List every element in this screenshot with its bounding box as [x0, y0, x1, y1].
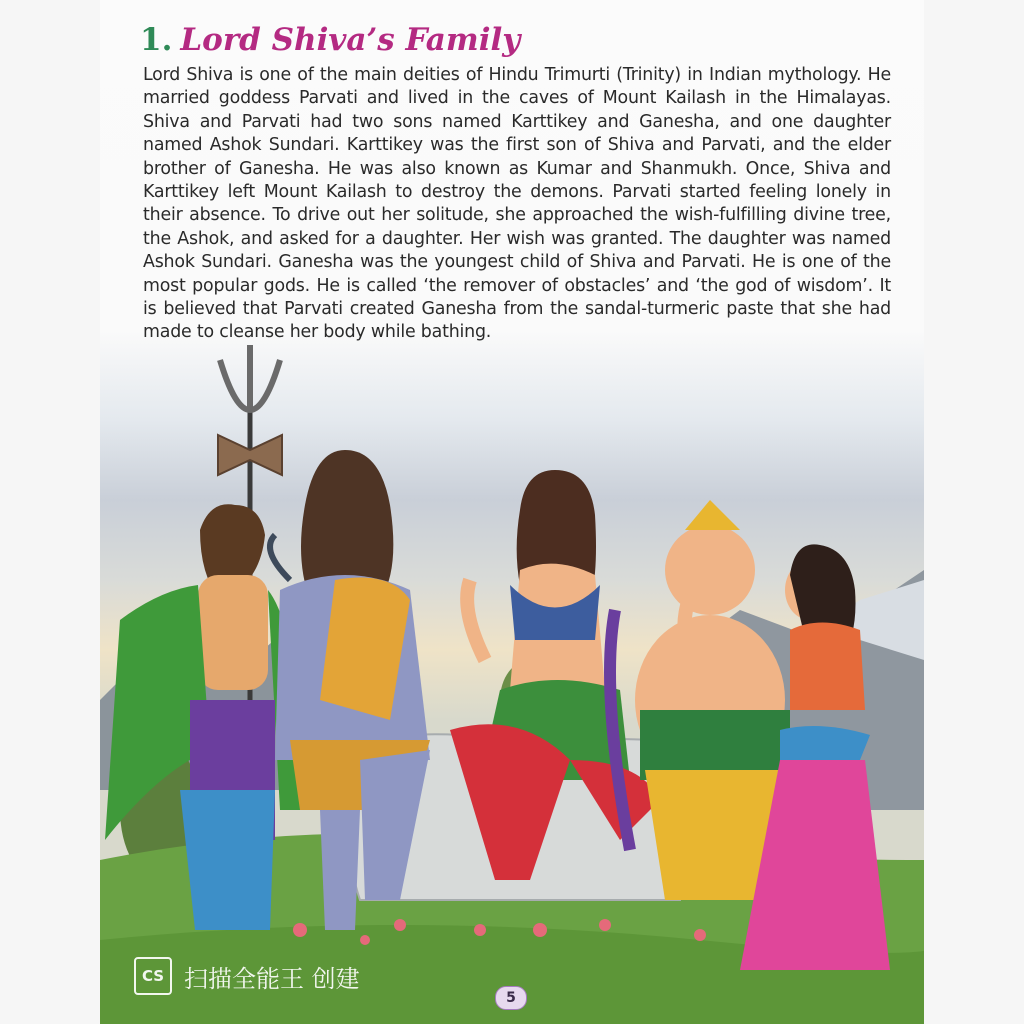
- scanner-watermark: [134, 958, 360, 994]
- page-title: [140, 22, 520, 58]
- right-scan-margin: [924, 0, 1024, 1024]
- section-number: 1.: [140, 22, 173, 58]
- family-illustration: [100, 340, 924, 1024]
- left-scan-margin: [0, 0, 100, 1024]
- watermark-text: 扫描全能王 创建: [184, 964, 360, 993]
- section-title: Lord Shiva’s Family: [180, 22, 521, 58]
- page-number-badge: 5: [495, 986, 527, 1010]
- body-paragraph: Lord Shiva is one of the main deities of Hindu Trimurti (Trinity) in Indian mythology. He married goddess Parvati and lived in the caves of Mount Kailash in the Himalayas. Shiva and Parvati had two sons named Karttikey and Ganesha, and one daughter named Ashok Sundari. Karttikey was the first son of Shiva and Parvati, and the elder brother of Ganesha. He was also known as Kumar and Shanmukh. Once, Shiva and Karttikey left Mount Kailash to destroy the demons. Parvati started feeling lonely in their absence. To drive out her solitude, she approached the wish-fulfilling divine tree, the Ashok, and asked for a daughter. Her wish was granted. The daughter was named Ashok Sundari. Ganesha was the youngest child of Shiva and Parvati. He is one of the most popular gods. He is called ‘the remover of obstacles’ and ‘the god of wisdom’. It is believed that Parvati created Ganesha from the sandal-turmeric paste that she had made to cleanse her body while bathing.: [143, 65, 891, 343]
- camscanner-logo: CS: [134, 957, 172, 995]
- book-page: [100, 0, 924, 1024]
